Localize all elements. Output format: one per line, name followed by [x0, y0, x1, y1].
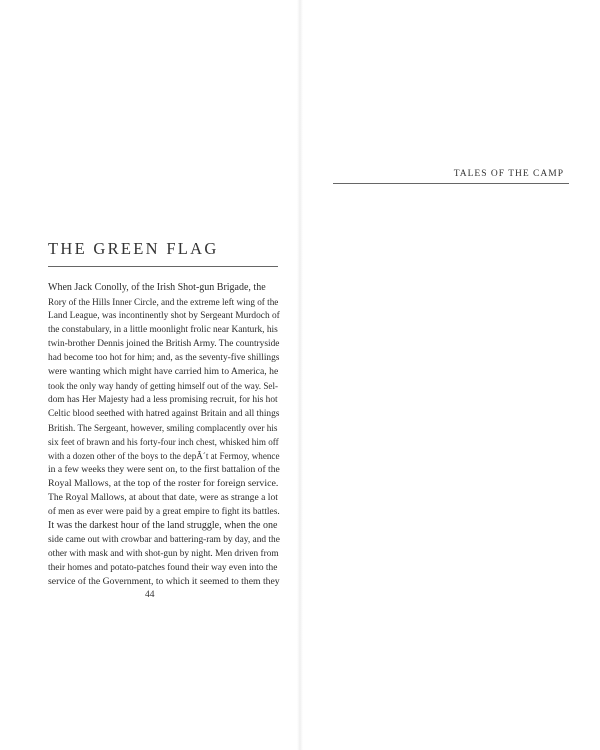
text-line: the constabulary, in a little moonlight frolic near Kanturk, his: [48, 325, 278, 335]
text-line: of men as ever were paid by a great empire to fight its battles.: [48, 507, 280, 517]
text-line: dom has Her Majesty had a less promising recruit, for his hot: [48, 395, 278, 405]
text-line: with a dozen other of the boys to the depÃ´t at Fermoy, whence: [48, 451, 280, 461]
text-line: six feet of brawn and his forty-four inch chest, whisked him off: [48, 437, 279, 447]
title-rule: [48, 266, 278, 267]
text-line: side came out with crowbar and battering-ram by day, and the: [48, 535, 280, 545]
text-line: When Jack Conolly, of the Irish Shot-gun Brigade, the: [48, 282, 266, 293]
text-line: were wanting which might have carried him to America, he: [48, 366, 279, 377]
text-line: Land League, was incontinently shot by Sergeant Murdoch of: [48, 311, 280, 321]
page-number-left: 44: [145, 590, 155, 600]
right-page: [300, 0, 600, 750]
text-line: The Royal Mallows, at about that date, were as strange a lot: [48, 492, 278, 503]
text-line: Celtic blood seethed with hatred against Britain and all things: [48, 409, 280, 419]
running-head: TALES OF THE CAMP: [453, 169, 564, 179]
text-line: British. The Sergeant, however, smiling complacently over his: [48, 423, 278, 433]
running-head-rule: [333, 183, 569, 184]
left-body-text: [48, 281, 280, 589]
chapter-title: THE GREEN FLAG: [48, 239, 219, 258]
text-line: took the only way handy of getting himself out of the way. Sel-: [48, 381, 278, 391]
text-line: It was the darkest hour of the land struggle, when the one: [48, 520, 278, 531]
text-line: twin-brother Dennis joined the British Army. The countryside: [48, 339, 280, 349]
text-line: in a few weeks they were sent on, to the first battalion of the: [48, 464, 280, 475]
text-line: had become too hot for him; and, as the seventy-five shillings: [48, 353, 280, 363]
text-line: Royal Mallows, at the top of the roster for foreign service.: [48, 478, 279, 489]
text-line: Rory of the Hills Inner Circle, and the extreme left wing of the: [48, 297, 279, 307]
text-line: service of the Government, to which it seemed to them they: [48, 576, 280, 587]
text-line: their homes and potato-patches found their way even into the: [48, 563, 278, 573]
text-line: other with mask and with shot-gun by night. Men driven from: [48, 549, 279, 559]
